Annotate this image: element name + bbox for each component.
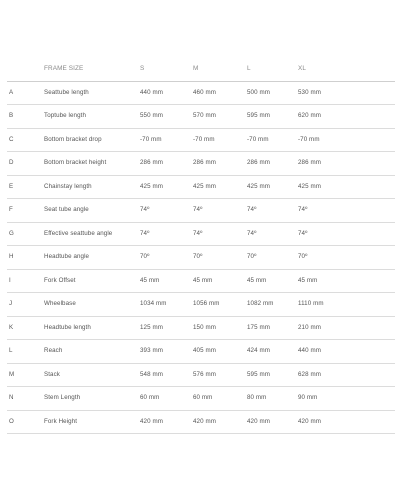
table-row xyxy=(7,129,395,153)
row-value-m: 1056 mm xyxy=(193,300,220,308)
table-row xyxy=(7,152,395,176)
table-row xyxy=(7,246,395,270)
row-value-s: 70º xyxy=(140,253,150,261)
row-label: Reach xyxy=(44,347,63,355)
row-value-s: 286 mm xyxy=(140,159,163,167)
table-row xyxy=(7,364,395,388)
row-value-l: -70 mm xyxy=(247,135,269,143)
row-value-xl: 45 mm xyxy=(298,276,318,284)
row-value-s: 74º xyxy=(140,206,150,214)
header-size-m: M xyxy=(193,65,199,73)
row-label: Chainstay length xyxy=(44,182,92,190)
table-row xyxy=(7,411,395,435)
table-row xyxy=(7,176,395,200)
row-value-m: 45 mm xyxy=(193,276,213,284)
row-value-m: 570 mm xyxy=(193,112,216,120)
row-letter: H xyxy=(9,253,14,261)
row-value-s: 548 mm xyxy=(140,370,163,378)
row-value-s: 125 mm xyxy=(140,323,163,331)
row-value-xl: 530 mm xyxy=(298,88,321,96)
row-value-xl: 74º xyxy=(298,206,308,214)
row-value-l: 80 mm xyxy=(247,394,267,402)
row-value-s: 425 mm xyxy=(140,182,163,190)
row-letter: L xyxy=(9,347,13,355)
row-letter: A xyxy=(9,88,14,96)
row-label: Headtube length xyxy=(44,323,91,331)
row-letter: C xyxy=(9,135,14,143)
row-label: Fork Height xyxy=(44,417,78,425)
row-label: Seattube length xyxy=(44,88,89,96)
row-value-s: 393 mm xyxy=(140,347,163,355)
row-label: Toptube length xyxy=(44,112,86,120)
row-value-m: -70 mm xyxy=(193,135,215,143)
row-value-m: 420 mm xyxy=(193,417,216,425)
row-value-l: 595 mm xyxy=(247,370,270,378)
table-header-row xyxy=(7,58,395,82)
table-row xyxy=(7,317,395,341)
row-value-xl: 210 mm xyxy=(298,323,321,331)
header-frame-size: FRAME SIZE xyxy=(44,65,84,73)
row-value-s: 74º xyxy=(140,229,150,237)
row-value-s: 60 mm xyxy=(140,394,160,402)
header-size-s: S xyxy=(140,65,145,73)
row-letter: N xyxy=(9,394,14,402)
row-value-s: 420 mm xyxy=(140,417,163,425)
row-value-l: 425 mm xyxy=(247,182,270,190)
row-value-xl: 425 mm xyxy=(298,182,321,190)
table-row xyxy=(7,270,395,294)
row-letter: F xyxy=(9,206,13,214)
row-value-l: 74º xyxy=(247,206,257,214)
row-letter: J xyxy=(9,300,13,308)
row-letter: O xyxy=(9,417,14,425)
row-value-l: 500 mm xyxy=(247,88,270,96)
row-label: Effective seattube angle xyxy=(44,229,113,237)
row-label: Stem Length xyxy=(44,394,81,402)
row-letter: D xyxy=(9,159,14,167)
row-value-l: 70º xyxy=(247,253,257,261)
row-value-s: 440 mm xyxy=(140,88,163,96)
row-letter: K xyxy=(9,323,14,331)
row-value-l: 175 mm xyxy=(247,323,270,331)
row-value-m: 74º xyxy=(193,229,203,237)
row-value-l: 595 mm xyxy=(247,112,270,120)
row-value-l: 286 mm xyxy=(247,159,270,167)
row-value-s: -70 mm xyxy=(140,135,162,143)
row-value-s: 1034 mm xyxy=(140,300,167,308)
row-label: Wheelbase xyxy=(44,300,76,308)
row-letter: M xyxy=(9,370,15,378)
row-value-xl: 74º xyxy=(298,229,308,237)
row-value-l: 424 mm xyxy=(247,347,270,355)
row-value-m: 405 mm xyxy=(193,347,216,355)
row-value-m: 460 mm xyxy=(193,88,216,96)
row-value-l: 45 mm xyxy=(247,276,267,284)
row-value-m: 60 mm xyxy=(193,394,213,402)
table-row xyxy=(7,199,395,223)
row-value-xl: 420 mm xyxy=(298,417,321,425)
row-label: Fork Offset xyxy=(44,276,76,284)
table-row xyxy=(7,223,395,247)
row-label: Stack xyxy=(44,370,60,378)
row-value-xl: 286 mm xyxy=(298,159,321,167)
table-row xyxy=(7,340,395,364)
header-size-xl: XL xyxy=(298,65,307,73)
geometry-table xyxy=(7,58,395,434)
row-value-xl: 1110 mm xyxy=(298,300,324,308)
row-value-l: 420 mm xyxy=(247,417,270,425)
row-value-l: 1082 mm xyxy=(247,300,274,308)
table-row xyxy=(7,105,395,129)
row-letter: G xyxy=(9,229,14,237)
table-row xyxy=(7,82,395,106)
row-label: Bottom bracket drop xyxy=(44,135,102,143)
row-value-l: 74º xyxy=(247,229,257,237)
row-value-s: 45 mm xyxy=(140,276,160,284)
row-value-m: 576 mm xyxy=(193,370,216,378)
row-value-m: 286 mm xyxy=(193,159,216,167)
row-value-xl: 90 mm xyxy=(298,394,318,402)
row-value-m: 150 mm xyxy=(193,323,216,331)
row-value-xl: 70º xyxy=(298,253,308,261)
table-body xyxy=(7,82,395,435)
row-letter: B xyxy=(9,112,14,120)
row-letter: I xyxy=(9,276,11,284)
table-row xyxy=(7,293,395,317)
row-value-s: 550 mm xyxy=(140,112,163,120)
header-size-l: L xyxy=(247,65,251,73)
row-label: Seat tube angle xyxy=(44,206,89,214)
row-value-m: 425 mm xyxy=(193,182,216,190)
row-value-xl: 620 mm xyxy=(298,112,321,120)
row-value-m: 70º xyxy=(193,253,203,261)
row-value-xl: 628 mm xyxy=(298,370,321,378)
row-letter: E xyxy=(9,182,14,190)
row-value-xl: -70 mm xyxy=(298,135,320,143)
row-value-m: 74º xyxy=(193,206,203,214)
row-label: Bottom bracket height xyxy=(44,159,107,167)
row-value-xl: 440 mm xyxy=(298,347,321,355)
row-label: Headtube angle xyxy=(44,253,90,261)
table-row xyxy=(7,387,395,411)
